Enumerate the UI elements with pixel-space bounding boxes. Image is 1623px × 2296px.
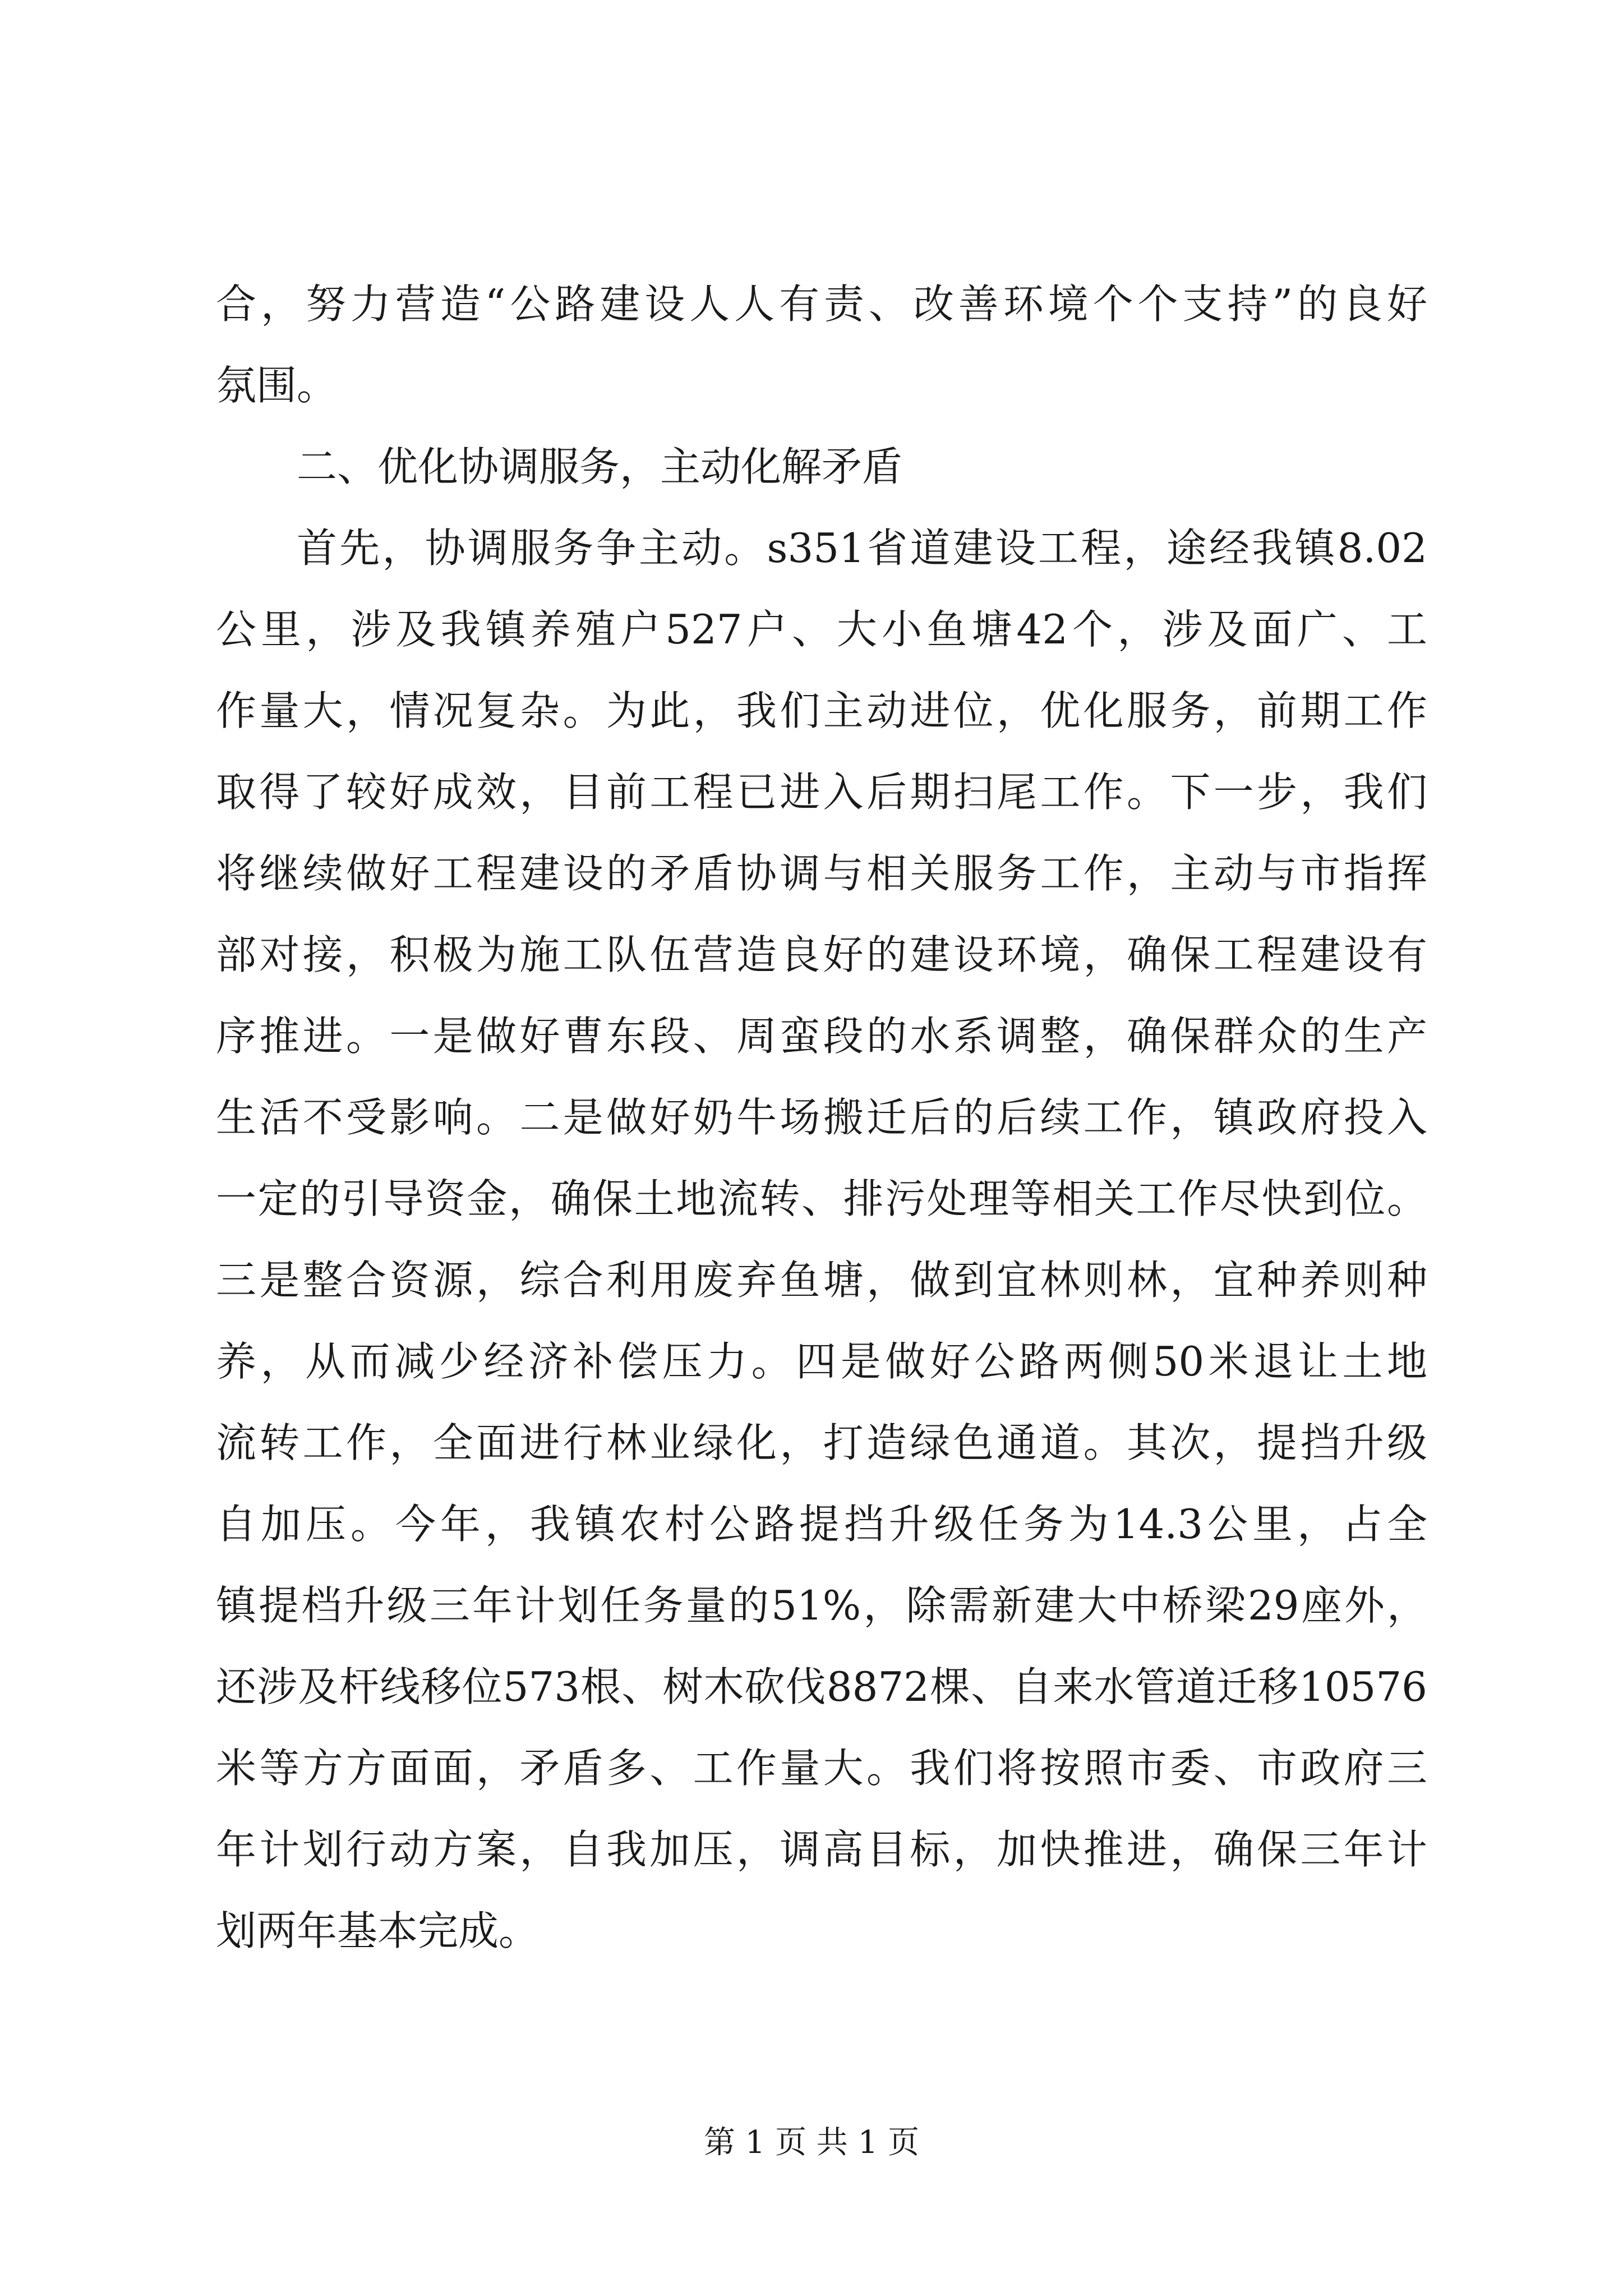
paragraph-line: 公里，涉及我镇养殖户527户、大小鱼塘42个，涉及面广、工: [216, 606, 1427, 653]
paragraph-line: 序推进。一是做好曹东段、周蛮段的水系调整，确保群众的生产: [216, 1013, 1427, 1060]
document-body: [216, 264, 1427, 1972]
paragraph-line: 划两年基本完成。: [216, 1907, 540, 1954]
section-heading: 二、优化协调服务，主动化解矛盾: [297, 443, 903, 490]
paragraph-line: 将继续做好工程建设的矛盾协调与相关服务工作，主动与市指挥: [216, 850, 1427, 897]
paragraph-line: 镇提档升级三年计划任务量的51%，除需新建大中桥梁29座外，: [216, 1582, 1427, 1629]
paragraph-line: 生活不受影响。二是做好奶牛场搬迁后的后续工作，镇政府投入: [216, 1094, 1427, 1141]
paragraph-line: 取得了较好成效，目前工程已进入后期扫尾工作。下一步，我们: [216, 769, 1427, 816]
paragraph-line: 自加压。今年，我镇农村公路提挡升级任务为14.3公里，占全: [216, 1501, 1427, 1548]
paragraph-line: 首先，协调服务争主动。s351省道建设工程，途经我镇8.02: [297, 524, 1427, 572]
paragraph-line: 米等方方面面，矛盾多、工作量大。我们将按照市委、市政府三: [216, 1745, 1427, 1792]
paragraph-line: 氛围。: [216, 362, 338, 409]
paragraph-line: 流转工作，全面进行林业绿化，打造绿色通道。其次，提挡升级: [216, 1419, 1427, 1466]
paragraph-line: 部对接，积极为施工队伍营造良好的建设环境，确保工程建设有: [216, 931, 1427, 978]
paragraph-line: 养，从而减少经济补偿压力。四是做好公路两侧50米退让土地: [216, 1338, 1427, 1385]
paragraph-line: 作量大，情况复杂。为此，我们主动进位，优化服务，前期工作: [216, 687, 1427, 734]
paragraph-line: 三是整合资源，综合利用废弃鱼塘，做到宜林则林，宜种养则种: [216, 1257, 1427, 1304]
paragraph-line: 年计划行动方案，自我加压，调高目标，加快推进，确保三年计: [216, 1826, 1427, 1873]
paragraph-line: 还涉及杆线移位573根、树木砍伐8872棵、自来水管道迁移10576: [216, 1663, 1427, 1710]
page-number-footer: 第 1 页 共 1 页: [703, 2124, 920, 2161]
paragraph-line: 合，努力营造“公路建设人人有责、改善环境个个支持”的良好: [216, 280, 1427, 328]
paragraph-line: 一定的引导资金，确保土地流转、排污处理等相关工作尽快到位。: [216, 1175, 1427, 1222]
